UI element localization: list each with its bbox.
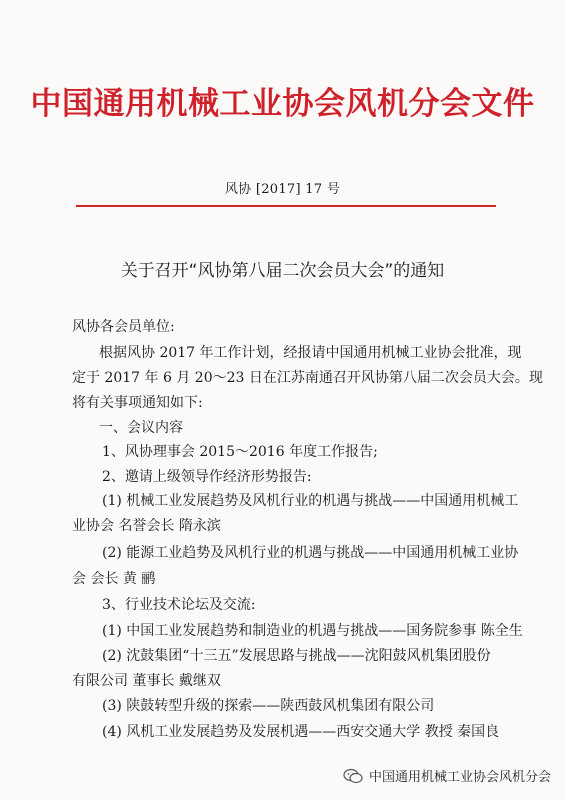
agenda-item: 会 会长 黄 鹂 <box>72 571 156 587</box>
agenda-item: (4) 风机工业发展趋势及发展机遇——西安交通大学 教授 秦国良 <box>102 724 500 740</box>
intro-line: 定于 2017 年 6 月 20～23 日在江苏南通召开风协第八届二次会员大会。现 <box>72 370 543 386</box>
agenda-item: (2) 沈鼓集团“十三五”发展思路与挑战——沈阳鼓风机集团股份 <box>102 648 491 664</box>
agenda-item: 1、风协理事会 2015～2016 年度工作报告; <box>102 444 378 460</box>
section-heading: 一、会议内容 <box>99 420 183 436</box>
red-divider <box>76 205 496 207</box>
agenda-item: 有限公司 董事长 戴继双 <box>72 673 221 689</box>
agenda-item: (3) 陕鼓转型升级的探索——陕西鼓风机集团有限公司 <box>102 698 435 714</box>
agenda-item: (1) 机械工业发展趋势及风机行业的机遇与挑战——中国通用机械工 <box>102 493 519 509</box>
wechat-account-name: 中国通用机械工业协会风机分会 <box>368 770 551 785</box>
intro-line: 将有关事项通知如下: <box>72 395 203 411</box>
agenda-item: 业协会 名誉会长 隋永滨 <box>72 518 221 534</box>
agenda-item: 2、邀请上级领导作经济形势报告: <box>102 469 312 485</box>
org-header-title: 中国通用机械工业协会风机分会文件 <box>30 86 535 122</box>
document-number: 风协 [2017] 17 号 <box>224 182 341 197</box>
wechat-watermark <box>343 766 551 785</box>
notice-title: 关于召开“风协第八届二次会员大会”的通知 <box>120 261 445 281</box>
salutation: 风协各会员单位: <box>72 319 175 335</box>
wechat-icon <box>343 768 363 784</box>
intro-line: 根据风协 2017 年工作计划，经报请中国通用机械工业协会批准，现 <box>99 345 522 361</box>
agenda-item: (2) 能源工业趋势及风机行业的机遇与挑战——中国通用机械工业协 <box>102 545 519 561</box>
agenda-item: (1) 中国工业发展趋势和制造业的机遇与挑战——国务院参事 陈全生 <box>102 623 523 639</box>
agenda-item: 3、行业技术论坛及交流: <box>102 597 256 613</box>
